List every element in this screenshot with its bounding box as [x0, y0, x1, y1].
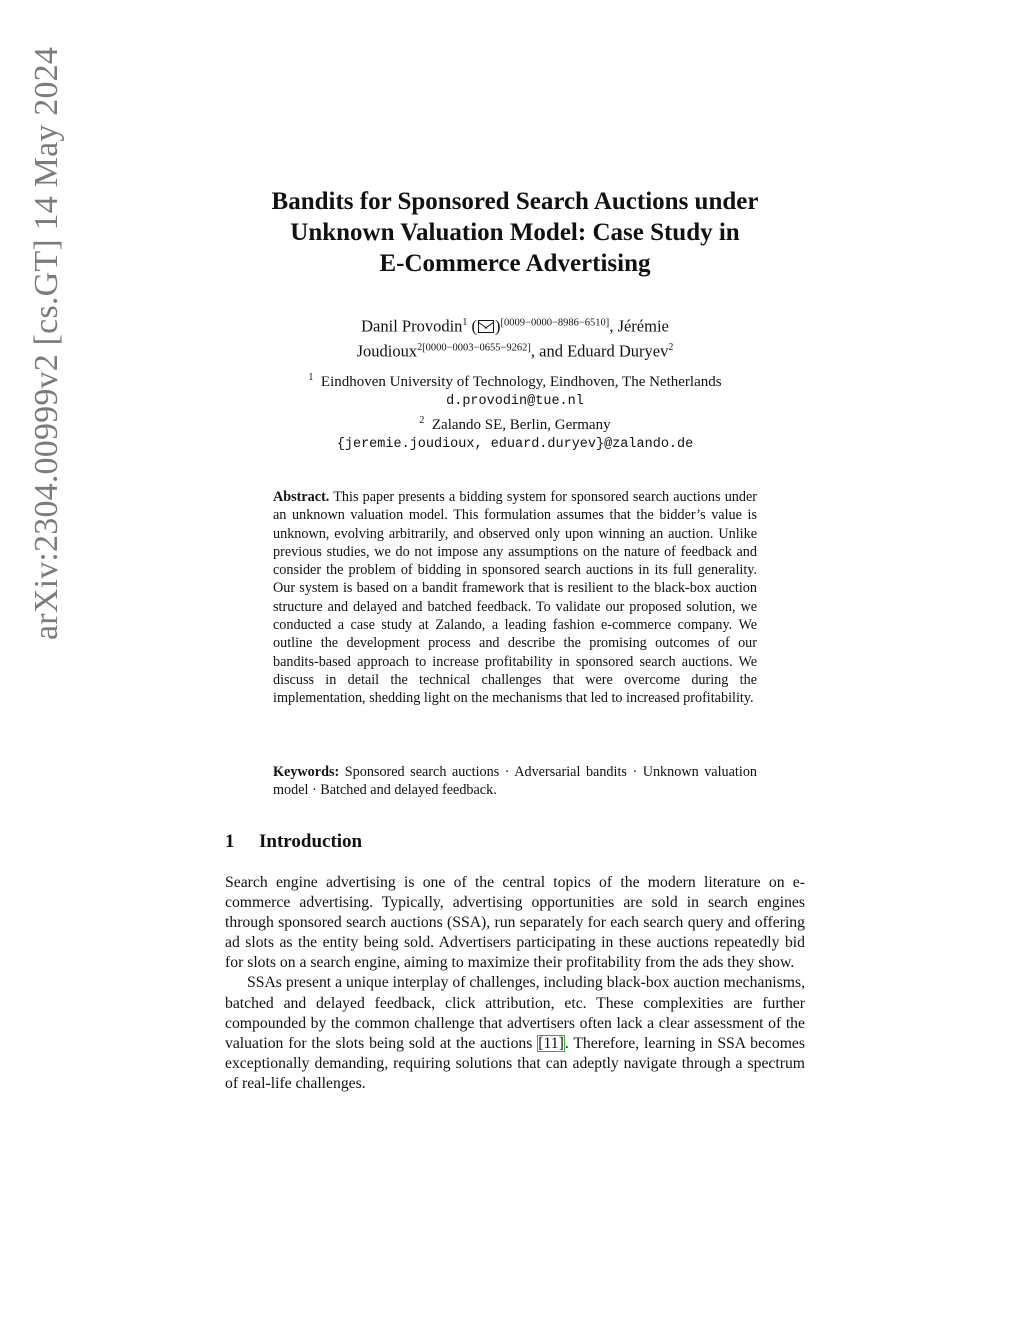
- author-2-affil-mark: 2: [417, 341, 423, 353]
- abstract: [273, 488, 757, 708]
- affiliation-2-email: {jeremie.joudioux, eduard.duryev}@zalando.de: [336, 437, 694, 452]
- affiliation-1-email: d.provodin@tue.nl: [446, 394, 584, 409]
- envelope-icon: [478, 320, 494, 333]
- author-1-affil-mark: 1: [462, 317, 468, 328]
- affiliation-1-text: Eindhoven University of Technology, Eindhoven, The Netherlands: [320, 374, 722, 390]
- affiliation-1-mark: 1: [308, 372, 314, 383]
- keywords-label: Keywords:: [273, 764, 340, 780]
- author-1-orcid: [0009−0000−8986−6510]: [500, 317, 610, 329]
- affiliation-2: [225, 411, 805, 435]
- section-number: 1: [225, 831, 235, 852]
- author-3-text: , and Eduard Duryev: [530, 341, 669, 360]
- abstract-text: This paper presents a bidding system for sponsored search auctions under an unknown valuation model. This formulation assumes that the bidder’s value is unknown, evolving arbitrarily, and observed only upon winning an auction. Unlike previous studies, we do not impose any assumptions on the nature of feedback and consider the problem of bidding in sponsored search auctions in its full generality. Our system is based on a bandit framework that is resilient to the black-box auction structure and delayed and batched feedback. To validate our proposed solution, we conducted a case study at Zalando, a leading fashion e-commerce company. We outline the development process and describe the promising outcomes of our bandits-based approach to increase profitability in sponsored search auctions. We discuss in detail the technical challenges that were overcome during the implementation, shedding light on the mechanisms that led to increased profitability.: [273, 489, 757, 707]
- title-line-1: Bandits for Sponsored Search Auctions under: [271, 188, 759, 215]
- section-title: Introduction: [259, 831, 363, 852]
- abstract-label: Abstract.: [273, 489, 330, 505]
- affiliations: [225, 368, 805, 454]
- authors-line-1: Danil Provodin$^1$ ( )[0009−0000−8986−6510], Jérémie: [361, 316, 669, 336]
- paragraph-2-end: . Therefore, learning in SSA becomes exceptionally demanding, requiring solutions that can adeptly navigate through a spectrum of real-life challenges.: [225, 1034, 805, 1092]
- authors-line-2: [225, 337, 805, 362]
- author-2-orcid: [0000−0003−0655−9262]: [422, 342, 531, 353]
- author-3-affil-mark: 2: [668, 341, 674, 353]
- citation-link[interactable]: [11]: [538, 1034, 564, 1052]
- author-1-name: Danil Provodin: [361, 316, 463, 336]
- title-line-3: E-Commerce Advertising: [379, 250, 651, 277]
- author-list: [225, 312, 805, 361]
- title-line-2: Unknown Valuation Model: Case Study in: [290, 219, 740, 246]
- affiliation-2-mark: 2: [419, 415, 425, 426]
- keywords: [273, 763, 757, 800]
- paragraph-2-start: SSAs present a unique interplay of challenges, including black-box auction mechanisms, batched and delayed feedback, click attribution, etc. These complexities are further compounded by the common challenge that advertisers often lack a clear assessment of the valuation for the slots being sold at the auctions: [225, 974, 805, 1052]
- body-text: [225, 873, 805, 1094]
- keywords-text: Sponsored search auctions · Adversarial bandits · Unknown valuation model · Batched and delayed feedback.: [273, 764, 758, 799]
- affiliation-1: [225, 368, 805, 392]
- arxiv-side-stamp: arXiv:2304.00999v2 [cs.GT] 14 May 2024: [28, 46, 65, 640]
- paragraph-2: [225, 973, 805, 1094]
- paragraph-1: Search engine advertising is one of the central topics of the modern literature on e-commerce advertising. Typically, advertising opportunities are sold in search engines through sponsored search auctions (SSA), run separately for each search query and offering ad slots as the entity being sold. Advertisers participating in these auctions repeatedly bid for slots on a search engine, aiming to maximize their profitability from the ads they show.: [225, 874, 805, 972]
- affiliation-2-text: Zalando SE, Berlin, Germany: [431, 417, 611, 433]
- paper-title: [225, 186, 805, 279]
- author-2-first-name: Jérémie: [617, 316, 669, 336]
- author-2-last-name: Joudioux: [356, 341, 418, 360]
- section-heading: [225, 831, 362, 853]
